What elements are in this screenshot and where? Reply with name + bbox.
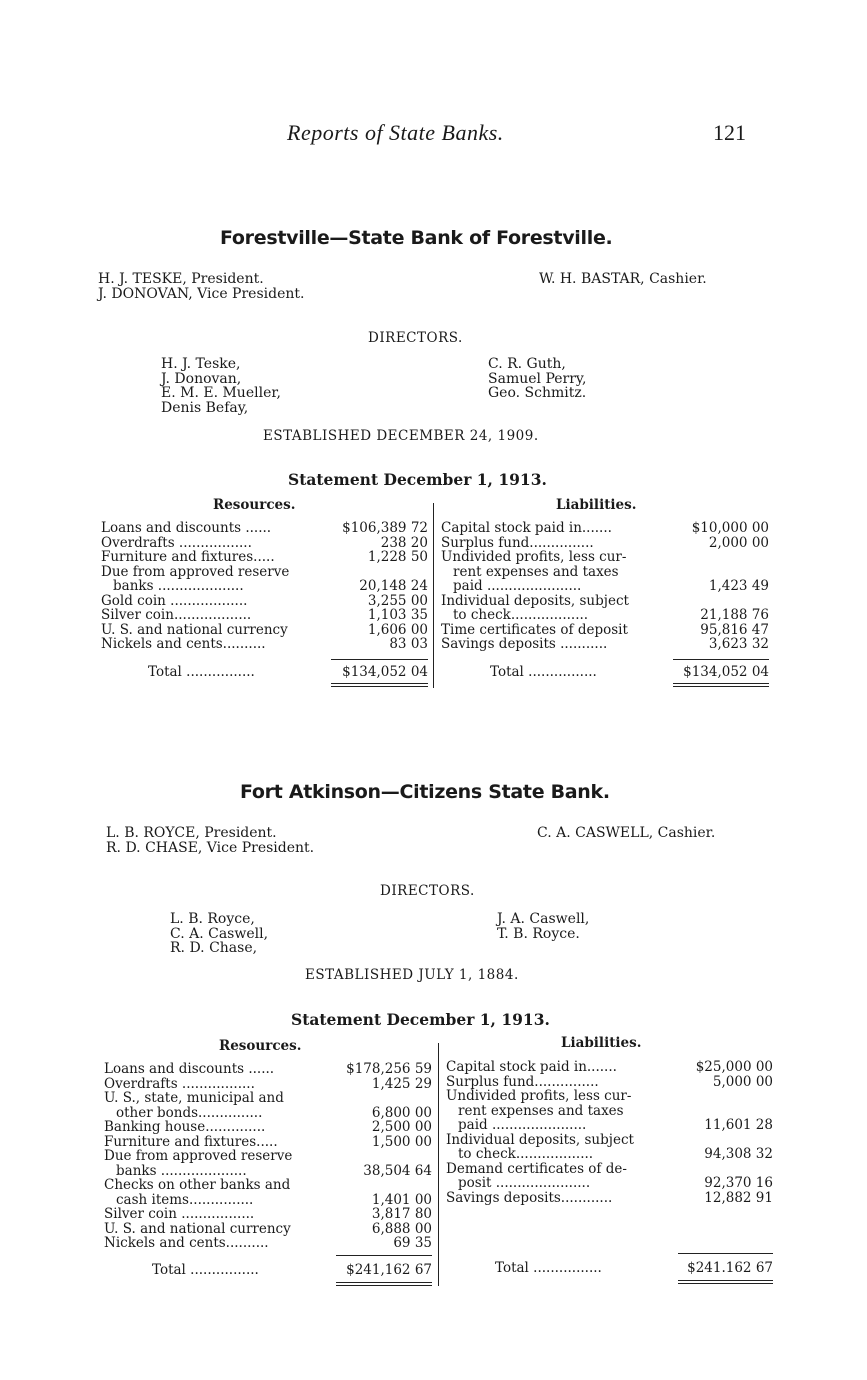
director: Samuel Perry, <box>488 371 587 387</box>
bank-title: Forestville—State Bank of Forestville. <box>220 227 613 249</box>
table-row: Demand certificates of de- <box>446 1161 627 1176</box>
total-double-rule <box>331 686 428 687</box>
table-row: Surplus fund............... 2,000 00 <box>441 534 769 551</box>
table-row: Individual deposits, subject <box>441 593 629 608</box>
table-row: Undivided profits, less cur- <box>441 550 627 565</box>
table-row: Nickels and cents.......... 69 35 <box>104 1235 432 1251</box>
subtotal-rule <box>336 1255 432 1256</box>
bank-title: Fort Atkinson—Citizens State Bank. <box>240 781 610 803</box>
director: J. Donovan, <box>161 371 242 387</box>
table-row: Surplus fund............... 5,000 00 <box>446 1073 773 1090</box>
table-row: rent expenses and taxes <box>458 1103 624 1118</box>
officer-president: L. B. ROYCE, President. <box>106 825 277 841</box>
established-date: ESTABLISHED DECEMBER 24, 1909. <box>263 428 539 444</box>
director: L. B. Royce, <box>170 911 255 927</box>
officer-vice-president: R. D. CHASE, Vice President. <box>106 840 315 856</box>
table-row: Furniture and fixtures..... 1,500 00 <box>104 1133 432 1150</box>
directors-heading: DIRECTORS. <box>380 883 475 899</box>
table-row: Silver coin ................. 3,817 80 <box>104 1206 432 1222</box>
table-row: to check.................. 94,308 32 <box>458 1146 773 1162</box>
established-date: ESTABLISHED JULY 1, 1884. <box>305 967 519 983</box>
officer-cashier: W. H. BASTAR, Cashier. <box>539 271 707 287</box>
total-double-rule <box>673 683 769 684</box>
director: H. J. Teske, <box>161 356 241 372</box>
table-row: Due from approved reserve <box>101 564 290 579</box>
total-double-rule <box>673 686 769 687</box>
director: J. A. Caswell, <box>497 911 590 927</box>
subtotal-rule <box>331 659 428 660</box>
table-row: Furniture and fixtures..... 1,228 50 <box>101 549 428 565</box>
table-row: cash items............... 1,401 00 <box>116 1191 432 1208</box>
total-double-rule <box>678 1283 773 1284</box>
total-double-rule <box>678 1280 773 1281</box>
officer-vice-president: J. DONOVAN, Vice President. <box>98 286 305 302</box>
table-row: Nickels and cents.......... 83 03 <box>101 636 428 652</box>
officer-president: H. J. TESKE, President. <box>98 271 264 287</box>
total-row: Total ................ $134,052 04 <box>490 664 769 680</box>
page-number: 121 <box>713 120 746 145</box>
director: Denis Befay, <box>161 400 249 416</box>
table-row: Silver coin.................. 1,103 35 <box>101 607 428 623</box>
resources-heading: Resources. <box>219 1038 302 1054</box>
directors-heading: DIRECTORS. <box>368 330 463 346</box>
table-row: Time certificates of deposit 95,816 47 <box>441 621 769 638</box>
column-divider <box>438 1043 439 1286</box>
table-row: Savings deposits............ 12,882 91 <box>446 1189 773 1206</box>
table-row: Gold coin .................. 3,255 00 <box>101 592 428 609</box>
table-row: U. S., state, municipal and <box>104 1091 284 1106</box>
table-row: Capital stock paid in....... $10,000 00 <box>441 520 769 536</box>
total-row: Total ................ $134,052 04 <box>148 664 428 680</box>
total-double-rule <box>336 1282 432 1283</box>
table-row: rent expenses and taxes <box>453 564 619 579</box>
table-row: Overdrafts ................. 238 20 <box>101 534 428 551</box>
table-row: banks .................... 38,504 64 <box>116 1162 432 1179</box>
statement-title: Statement December 1, 1913. <box>288 470 547 489</box>
liabilities-heading: Liabilities. <box>561 1035 642 1051</box>
total-row: Total ................ $241.162 67 <box>495 1260 773 1276</box>
table-row: Individual deposits, subject <box>446 1132 634 1147</box>
table-row: Undivided profits, less cur- <box>446 1089 632 1104</box>
subtotal-rule <box>678 1253 773 1254</box>
total-row: Total ................ $241,162 67 <box>152 1262 432 1278</box>
table-row: Capital stock paid in....... $25,000 00 <box>446 1059 773 1075</box>
subtotal-rule <box>673 659 769 660</box>
table-row: banks .................... 20,148 24 <box>113 578 428 594</box>
table-row: U. S. and national currency 1,606 00 <box>101 621 428 638</box>
resources-heading: Resources. <box>213 497 296 513</box>
total-double-rule <box>336 1285 432 1286</box>
officer-cashier: C. A. CASWELL, Cashier. <box>537 825 716 841</box>
table-row: Loans and discounts ...... $178,256 59 <box>104 1061 432 1077</box>
table-row: other bonds............... 6,800 00 <box>116 1104 432 1121</box>
table-row: Loans and discounts ...... $106,389 72 <box>101 520 428 536</box>
table-row: Banking house.............. 2,500 00 <box>104 1119 432 1135</box>
table-row: Checks on other banks and <box>104 1178 291 1193</box>
table-row: paid ...................... 1,423 49 <box>453 578 769 594</box>
table-row: Overdrafts ................. 1,425 29 <box>104 1075 432 1092</box>
table-row: U. S. and national currency 6,888 00 <box>104 1220 432 1237</box>
column-divider <box>433 503 434 688</box>
director: T. B. Royce. <box>497 926 580 942</box>
liabilities-heading: Liabilities. <box>556 497 637 513</box>
director: R. D. Chase, <box>170 940 258 956</box>
table-row: Savings deposits ........... 3,623 32 <box>441 636 769 652</box>
table-row: paid ...................... 11,601 28 <box>458 1117 773 1133</box>
running-head: Reports of State Banks. <box>287 120 504 145</box>
director: Geo. Schmitz. <box>488 385 587 401</box>
director: E. M. E. Mueller, <box>161 385 281 401</box>
statement-title: Statement December 1, 1913. <box>291 1010 550 1029</box>
table-row: posit ...................... 92,370 16 <box>458 1175 773 1191</box>
total-double-rule <box>331 683 428 684</box>
table-row: Due from approved reserve <box>104 1149 293 1164</box>
director: C. A. Caswell, <box>170 926 269 942</box>
director: C. R. Guth, <box>488 356 566 372</box>
table-row: to check.................. 21,188 76 <box>453 607 769 623</box>
